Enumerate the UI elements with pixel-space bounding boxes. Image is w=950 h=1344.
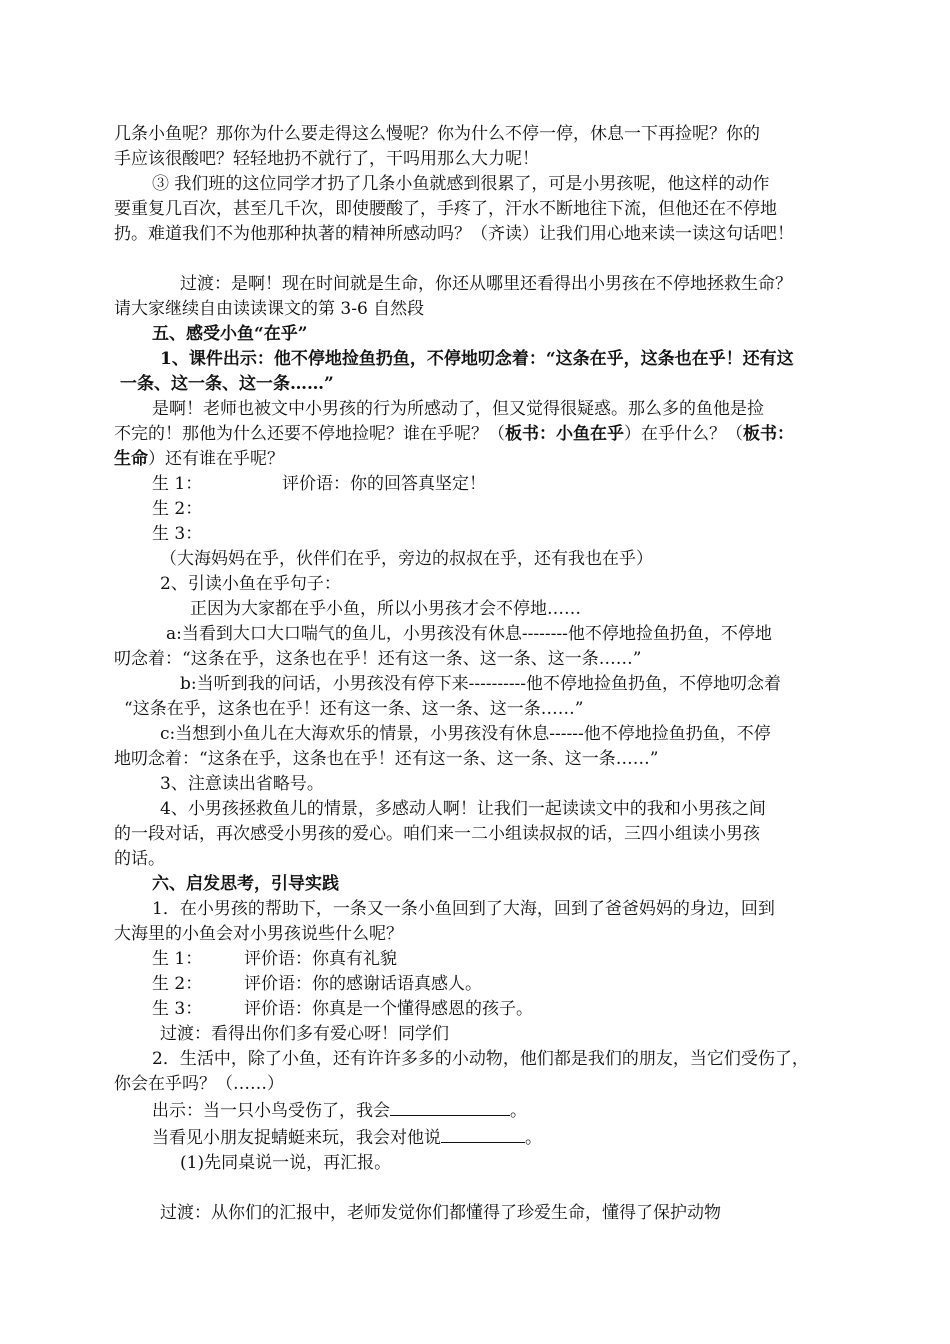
fill-in-line: 出示：当一只小鸟受伤了，我会 。 [114, 1097, 844, 1124]
paragraph-line: (1)先同桌说一说，再汇报。 [180, 1153, 392, 1173]
transition-line: 过渡：从你们的汇报中，老师发觉你们都懂得了珍爱生命，懂得了保护动物 [160, 1203, 721, 1223]
paragraph-line: 正因为大家都在乎小鱼，所以小男孩才会不停地…… [190, 599, 581, 619]
paragraph-line: 几条小鱼呢？那你为什么要走得这么慢呢？你为什么不停一停，休息一下再捡呢？你的 [114, 124, 760, 144]
reading-line: 地叨念着：“这条在乎，这条也在乎！还有这一条、这一条、这一条……” [114, 749, 659, 769]
paragraph-line: 1．在小男孩的帮助下，一条又一条小鱼回到了大海，回到了爸爸妈妈的身边，回到 [152, 899, 775, 919]
section-heading-6: 六、启发思考，引导实践 [152, 874, 339, 894]
board-note: 生命 [114, 449, 148, 469]
paragraph-line: 2．生活中，除了小鱼，还有许许多多的小动物，他们都是我们的朋友，当它们受伤了， [152, 1049, 809, 1069]
student-line: 生 1： 评价语：你的回答真坚定！ [152, 474, 486, 494]
student-line: 生 2： [152, 499, 203, 519]
document-page [114, 122, 844, 1226]
transition-line: 过渡：看得出你们多有爱心呀！同学们 [160, 1024, 449, 1044]
paragraph-line: 要重复几百次，甚至几千次，即使腰酸了，手疼了，汗水不断地往下流，但他还在不停地 [114, 199, 777, 219]
paragraph-line: ③ 我们班的这位同学才扔了几条小鱼就感到很累了，可是小男孩呢，他这样的动作 [152, 174, 770, 194]
student-line: 生 2： 评价语：你的感谢话语真感人。 [152, 974, 482, 994]
courseware-line: 1、课件出示：他不停地捡鱼扔鱼，不停地叨念着：“这条在乎，这条也在乎！还有这 [160, 349, 794, 369]
reading-line: c:当想到小鱼儿在大海欢乐的情景，小男孩没有休息------他不停地捡鱼扔鱼，不停 [160, 724, 771, 744]
board-note: 板书：小鱼在乎 [505, 424, 624, 444]
paragraph-line: 生命）还有谁在乎呢？ [114, 449, 284, 469]
paragraph-line: 不完的！那他为什么还要不停地捡呢？谁在乎呢？（板书：小鱼在乎）在乎什么？（板书： [114, 424, 794, 444]
section-heading-5: 五、感受小鱼“在乎” [152, 324, 308, 344]
paragraph-line: （大海妈妈在乎，伙伴们在乎，旁边的叔叔在乎，还有我也在乎） [160, 549, 653, 569]
paragraph-line: 你会在乎吗？（……） [114, 1074, 284, 1094]
student-line: 生 3： [152, 524, 203, 544]
student-line: 生 1： 评价语：你真有礼貌 [152, 949, 397, 969]
student-line: 生 3： 评价语：你真是一个懂得感恩的孩子。 [152, 999, 533, 1019]
reading-line: b:当听到我的问话，小男孩没有停下来----------他不停地捡鱼扔鱼，不停地叨念着 [180, 674, 782, 694]
fill-in-line: 当看见小朋友捉蜻蜓来玩，我会对他说 。 [114, 1124, 844, 1151]
paragraph-line: 请大家继续自由读读课文的第 3-6 自然段 [114, 299, 425, 319]
paragraph-line: 2、引读小鱼在乎句子： [160, 574, 341, 594]
transition-line: 过渡：是啊！现在时间就是生命，你还从哪里还看得出小男孩在不停地拯救生命？ [180, 274, 792, 294]
paragraph-line: 3、注意读出省略号。 [160, 774, 324, 794]
paragraph-line: 大海里的小鱼会对小男孩说些什么呢？ [114, 924, 403, 944]
courseware-line: 一条、这一条、这一条……” [120, 374, 334, 394]
reading-line: “这条在乎，这条也在乎！还有这一条、这一条、这一条……” [124, 699, 584, 719]
paragraph-line: 是啊！老师也被文中小男孩的行为所感动了，但又觉得很疑惑。那么多的鱼他是捡 [152, 399, 764, 419]
paragraph-line: 的一段对话，再次感受小男孩的爱心。咱们来一二小组读叔叔的话，三四小组读小男孩 [114, 824, 760, 844]
paragraph-line: 手应该很酸吧？轻轻地扔不就行了，干吗用那么大力呢！ [114, 149, 539, 169]
board-note: 板书： [743, 424, 794, 444]
reading-line: a:当看到大口大口喘气的鱼儿，小男孩没有休息--------他不停地捡鱼扔鱼，不停地 [166, 624, 772, 644]
paragraph-line: 的话。 [114, 849, 165, 869]
fill-in-blank [441, 1124, 525, 1143]
reading-line: 叨念着：“这条在乎，这条也在乎！还有这一条、这一条、这一条……” [114, 649, 642, 669]
fill-in-blank [390, 1097, 510, 1116]
paragraph-line: 扔。难道我们不为他那种执著的精神所感动吗？（齐读）让我们用心地来读一读这句话吧！ [114, 224, 794, 244]
paragraph-line: 4、小男孩拯救鱼儿的情景，多感动人啊！让我们一起读读文中的我和小男孩之间 [160, 799, 766, 819]
